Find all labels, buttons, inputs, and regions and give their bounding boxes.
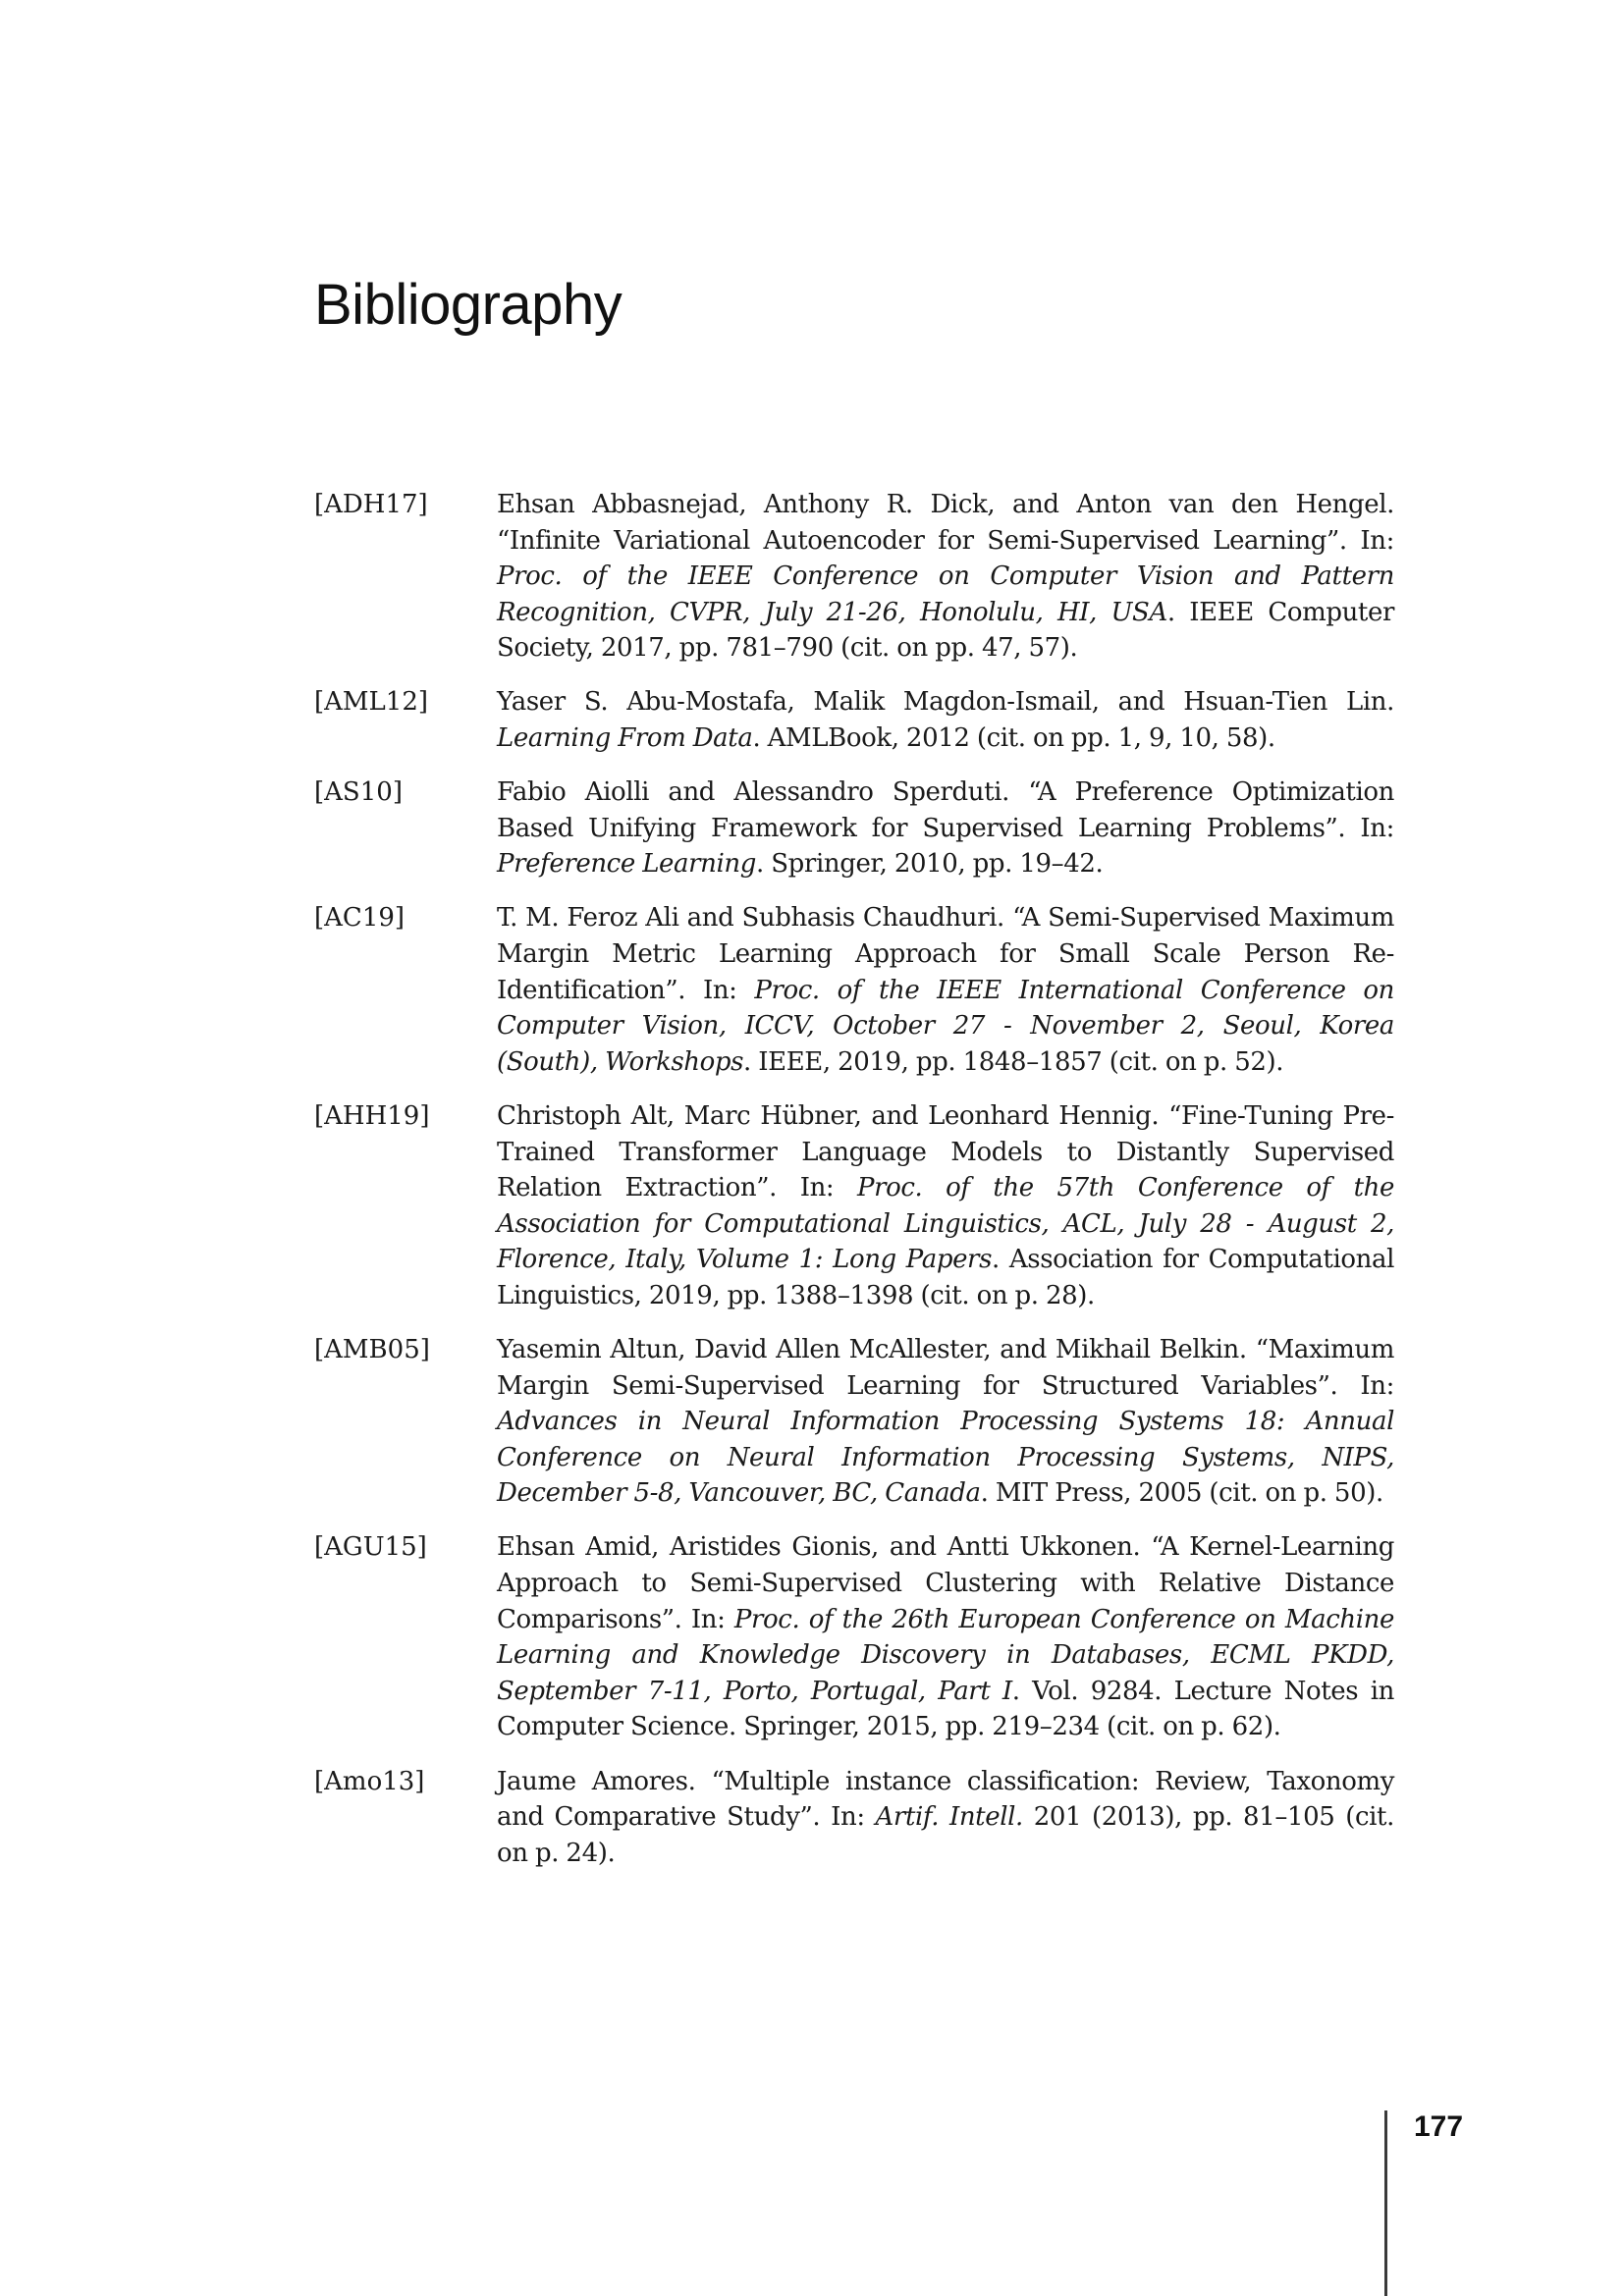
bib-entry-venue: Artif. Intell. — [875, 1802, 1023, 1833]
bib-entry-text — [497, 1764, 1394, 1872]
bib-entry-venue: Proc. of the 57th Conference of the Association for Computational Linguistics, ACL, July 28 - August 2, Florence, Italy, Volume 1: Long Papers — [497, 1173, 1394, 1275]
bib-entry-key: [AHH19] — [314, 1100, 430, 1131]
bib-entry-text — [497, 1332, 1394, 1512]
bib-entry — [314, 684, 1394, 756]
bib-entry-key: [ADH17] — [314, 490, 428, 519]
bib-entry-venue: Proc. of the 26th European Conference on Machine Learning and Knowledge Discovery in Databases, ECML PKDD, September 7-11, Porto, Portugal, Part I — [497, 1604, 1394, 1706]
bib-entry-segment: Yasemin Altun, David Allen McAllester, and Mikhail Belkin. “Maximum Margin Semi-Supervised Learning for Structured Variables”. In: — [497, 1334, 1394, 1401]
bib-entry-segment: . Springer, 2010, pp. 19–42. — [756, 849, 1104, 880]
bib-entry-segment: . Association for Computational Linguistics, 2019, pp. 1388–1398 (cit. on p. 28). — [497, 1245, 1394, 1310]
bib-entry — [314, 1764, 1394, 1872]
bib-entry-segment: Ehsan Abbasnejad, Anthony R. Dick, and Anton van den Hengel. “Infinite Variational Autoencoder for Semi-Supervised Learning”. In: — [497, 490, 1394, 556]
bib-entry-venue: Learning From Data — [497, 723, 753, 754]
bib-entry-segment: . AMLBook, 2012 (cit. on pp. 1, 9, 10, 58). — [752, 723, 1275, 754]
bib-entry-key: [AMB05] — [314, 1334, 430, 1364]
bib-entry — [314, 900, 1394, 1080]
page-number: 177 — [1414, 2110, 1464, 2143]
bib-entry-text — [497, 774, 1394, 882]
bib-entry-key: [AML12] — [314, 687, 429, 718]
bib-entry-key: [AC19] — [314, 903, 406, 934]
bib-entry-text — [497, 1529, 1394, 1745]
bib-entry-segment: Jaume Amores. “Multiple instance classification: Review, Taxonomy and Comparative Study”. In: — [497, 1766, 1394, 1833]
bib-entry-segment: Fabio Aiolli and Alessandro Sperduti. “A Preference Optimization Based Unifying Framework for Supervised Learning Problems”. In: — [497, 777, 1394, 843]
bib-entry-segment: . Vol. 9284. Lecture Notes in Computer Science. Springer, 2015, pp. 219–234 (cit. on p. 62). — [497, 1676, 1394, 1742]
bib-entry-venue: Proc. of the IEEE International Conference on Computer Vision, ICCV, October 27 - November 2, Seoul, Korea (South), Workshops — [497, 975, 1394, 1077]
bib-entry-key: [AS10] — [314, 777, 403, 808]
bib-entry-venue: Proc. of the IEEE Conference on Computer Vision and Pattern Recognition, CVPR, July 21-26, Honolulu, HI, USA — [497, 561, 1394, 627]
bib-entry — [314, 1332, 1394, 1512]
bib-entry-segment: T. M. Feroz Ali and Subhasis Chaudhuri. “A Semi-Supervised Maximum Margin Metric Learning Approach for Small Scale Person Re-Identification”. In: — [497, 903, 1394, 1005]
bib-entry-key: [AGU15] — [314, 1532, 427, 1563]
bib-entry-text — [497, 1098, 1394, 1314]
bib-entry-text — [497, 487, 1394, 667]
bib-entry-segment: Christoph Alt, Marc Hübner, and Leonhard Hennig. “Fine-Tuning Pre-Trained Transformer Language Models to Distantly Supervised Relation Extraction”. In: — [497, 1100, 1394, 1203]
bib-entry-text — [497, 684, 1394, 756]
bib-entry — [314, 1098, 1394, 1314]
page-number-rule — [1384, 2110, 1387, 2296]
bib-entry-text — [497, 900, 1394, 1080]
bib-entry-segment: . IEEE Computer Society, 2017, pp. 781–790 (cit. on pp. 47, 57). — [497, 597, 1394, 664]
bib-entry — [314, 1529, 1394, 1745]
bib-entry-segment: . MIT Press, 2005 (cit. on p. 50). — [980, 1478, 1383, 1509]
bib-entry-key: [Amo13] — [314, 1766, 425, 1796]
bib-entry-segment: Yaser S. Abu-Mostafa, Malik Magdon-Ismail, and Hsuan-Tien Lin. — [497, 687, 1394, 718]
page-title: Bibliography — [314, 273, 623, 337]
bib-entry — [314, 487, 1394, 667]
bib-entry-venue: Advances in Neural Information Processing Systems 18: Annual Conference on Neural Information Processing Systems, NIPS, December 5-8, Vancouver, BC, Canada — [497, 1407, 1394, 1509]
bib-entry-segment: . IEEE, 2019, pp. 1848–1857 (cit. on p. 52). — [743, 1046, 1284, 1077]
bib-entry-segment: 201 (2013), pp. 81–105 (cit. on p. 24). — [497, 1802, 1394, 1868]
bib-entry-venue: Preference Learning — [497, 849, 757, 880]
bib-entry — [314, 774, 1394, 882]
bibliography-list — [314, 487, 1394, 1890]
bib-entry-segment: Ehsan Amid, Aristides Gionis, and Antti Ukkonen. “A Kernel-Learning Approach to Semi-Supervised Clustering with Relative Distance Comparisons”. In: — [497, 1532, 1394, 1634]
